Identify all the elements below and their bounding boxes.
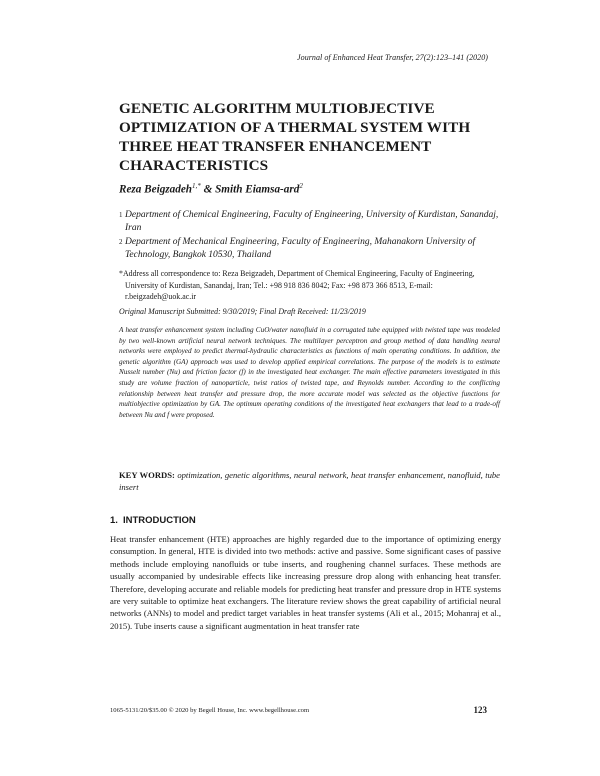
affiliation-number: 1 — [119, 211, 123, 219]
manuscript-dates: Original Manuscript Submitted: 9/30/2019; Final Draft Received: 11/23/2019 — [119, 307, 366, 316]
page-number: 123 — [473, 705, 487, 715]
section-title: INTRODUCTION — [122, 515, 196, 526]
author-name: Reza Beigzadeh — [119, 183, 193, 196]
author-affiliation-mark: 1,* — [192, 182, 201, 190]
section-heading — [110, 515, 196, 526]
affiliation-number: 2 — [119, 238, 123, 246]
paper-title: GENETIC ALGORITHM MULTIOBJECTIVE OPTIMIZATION OF A THERMAL SYSTEM WITH THREE HEAT TRANSFER ENHANCEMENT CHARACTERISTICS — [119, 100, 471, 174]
affiliation — [119, 236, 499, 262]
correspondence-text: *Address all correspondence to: Reza Beigzadeh, Department of Chemical Engineering, Faculty of Engineering, University of Kurdistan, Sanandaj, Iran; Tel.: +98 918 836 8042; Fax: +98 873 366 8513, E-mail: r.beigzadeh@uok.ac.ir — [119, 269, 475, 301]
footer-copyright: 1065-5131/20/$35.00 © 2020 by Begell House, Inc. www.begellhouse.com — [110, 707, 310, 714]
author-separator: & — [200, 183, 216, 196]
keywords-text: optimization, genetic algorithms, neural network, heat transfer enhancement, nanofluid, tube insert — [119, 470, 500, 492]
author-affiliation-mark: 2 — [299, 182, 303, 190]
author-name: Smith Eiamsa-ard — [215, 183, 300, 196]
journal-citation: Journal of Enhanced Heat Transfer, 27(2):123–141 (2020) — [297, 53, 488, 62]
affiliation-text: Department of Chemical Engineering, Faculty of Engineering, University of Kurdistan, Sanandaj, Iran — [125, 210, 499, 233]
abstract: A heat transfer enhancement system including CuO/water nanofluid in a corrugated tube equipped with twisted tape was modeled by two well-known artificial neural network techniques. The multilayer perceptron and group method of data handling neural networks were employed to predict thermal-hydraulic characteristics as functions of main operating conditions. In addition, the genetic algorithm (GA) approach was used to develop applied empirical correlations. The purpose of the models is to estimate Nusselt number (Nu) and friction factor (f) in the investigated heat exchanger. The main effective parameters investigated in this study are volume fraction of nanoparticle, twist ratios of twisted tape, and Reynolds number. According to the conflicting relationship between heat transfer and pressure drop, the more accurate model was selected as the objective functions for multiobjective optimization by GA. The optimum operating conditions of the investigated heat exchangers that lead to a trade-off between Nu and f were proposed. — [119, 326, 500, 419]
keywords-label: KEY WORDS: — [119, 470, 175, 480]
author-list — [119, 182, 499, 196]
section-number: 1. — [110, 515, 118, 526]
correspondence-note — [119, 268, 499, 303]
keywords — [119, 470, 500, 493]
introduction-paragraph: Heat transfer enhancement (HTE) approaches are highly regarded due to the importance of optimizing energy consumption. In general, HTE is divided into two methods: active and passive. Some significant cases of passive methods include employing nanofluids or tube inserts, and roughening channel surfaces. These methods are usually accompanied by undesirable effects like increasing pressure drop along with enhancing heat transfer. Therefore, developing accurate and reliable models for predicting heat transfer and pressure drop in HTE systems are very suitable to optimize heat exchangers. The literature review shows the great capability of artificial neural networks (ANNs) to model and predict target variables in heat transfer systems (Ali et al., 2015; Mohanraj et al., 2015). Tube inserts cause a significant augmentation in heat transfer rate — [110, 534, 501, 631]
affiliation-text: Department of Mechanical Engineering, Faculty of Engineering, Mahanakorn University of Technology, Bangkok 10530, Thailand — [125, 237, 476, 260]
affiliation — [119, 209, 499, 235]
